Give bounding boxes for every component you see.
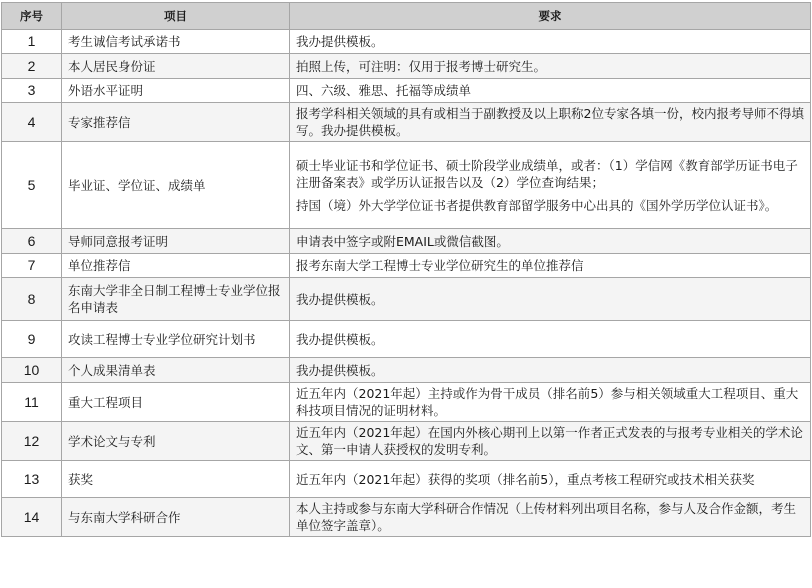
- row-requirement: [290, 254, 811, 278]
- header-item: 项目: [62, 3, 290, 30]
- row-requirement: [290, 321, 811, 358]
- row-item: 个人成果清单表: [62, 358, 290, 383]
- row-item: 与东南大学科研合作: [62, 498, 290, 537]
- row-number: 3: [2, 79, 62, 103]
- requirement-paragraph: 硕士毕业证书和学位证书、硕士阶段学业成绩单，或者：（1）学信网《教育部学历证书电子注册备案表》或学历认证报告以及（2）学位查询结果；: [296, 157, 798, 190]
- row-item: 本人居民身份证: [62, 54, 290, 79]
- row-number: 2: [2, 54, 62, 79]
- header-req: 要求: [290, 3, 811, 30]
- row-requirement: [290, 229, 811, 254]
- requirement-paragraph: 四、六级、雅思、托福等成绩单: [296, 83, 472, 98]
- table-row: [2, 321, 811, 358]
- row-item: 攻读工程博士专业学位研究计划书: [62, 321, 290, 358]
- requirement-paragraph: 本人主持或参与东南大学科研合作情况（上传材料列出项目名称，参与人及合作金额，考生单位签字盖章）。: [296, 501, 797, 533]
- requirement-paragraph: 报考东南大学工程博士专业学位研究生的单位推荐信: [296, 258, 584, 273]
- table-row: [2, 254, 811, 278]
- row-requirement: [290, 103, 811, 142]
- row-number: 6: [2, 229, 62, 254]
- row-requirement: [290, 54, 811, 79]
- requirement-paragraph: 我办提供模板。: [296, 291, 384, 307]
- row-requirement: [290, 358, 811, 383]
- row-item: 东南大学非全日制工程博士专业学位报名申请表: [62, 278, 290, 321]
- row-requirement: [290, 278, 811, 321]
- row-item: 考生诚信考试承诺书: [62, 30, 290, 54]
- table-row: [2, 30, 811, 54]
- requirement-paragraph: 近五年内（2021年起）获得的奖项（排名前5），重点考核工程研究或技术相关获奖: [296, 471, 755, 487]
- requirement-paragraph: 我办提供模板。: [296, 34, 384, 49]
- table-row: [2, 383, 811, 422]
- requirement-paragraph: 我办提供模板。: [296, 331, 384, 347]
- table-row: [2, 142, 811, 229]
- row-item: 重大工程项目: [62, 383, 290, 422]
- row-number: 9: [2, 321, 62, 358]
- row-requirement: [290, 498, 811, 537]
- row-number: 11: [2, 383, 62, 422]
- row-requirement: [290, 461, 811, 498]
- table-row: [2, 358, 811, 383]
- requirement-paragraph: 申请表中签字或附EMAIL或微信截图。: [296, 233, 509, 249]
- table-body: [2, 30, 811, 537]
- row-number: 14: [2, 498, 62, 537]
- row-requirement: [290, 383, 811, 422]
- requirement-paragraph: 报考学科相关领域的具有或相当于副教授及以上职称2位专家各填一份，校内报考导师不得填写。我办提供模板。: [296, 106, 804, 138]
- requirement-paragraph: 我办提供模板。: [296, 362, 384, 378]
- row-item: 毕业证、学位证、成绩单: [62, 142, 290, 229]
- row-number: 5: [2, 142, 62, 229]
- row-number: 13: [2, 461, 62, 498]
- row-item: 学术论文与专利: [62, 422, 290, 461]
- table-row: [2, 229, 811, 254]
- row-number: 7: [2, 254, 62, 278]
- header-num: 序号: [2, 3, 62, 30]
- row-number: 4: [2, 103, 62, 142]
- row-requirement: [290, 142, 811, 229]
- row-requirement: [290, 30, 811, 54]
- requirement-paragraph: 拍照上传，可注明：仅用于报考博士研究生。: [296, 58, 547, 74]
- table-row: [2, 498, 811, 537]
- requirement-paragraph: 近五年内（2021年起）主持或作为骨干成员（排名前5）参与相关领域重大工程项目、重大科技项目情况的证明材料。: [296, 386, 799, 418]
- row-number: 8: [2, 278, 62, 321]
- row-number: 12: [2, 422, 62, 461]
- table-row: [2, 79, 811, 103]
- row-requirement: [290, 79, 811, 103]
- requirement-paragraph: 持国（境）外大学学位证书者提供教育部留学服务中心出具的《国外学历学位认证书》。: [296, 197, 778, 213]
- row-requirement: [290, 422, 811, 461]
- row-number: 10: [2, 358, 62, 383]
- table-header-row: [2, 3, 811, 30]
- requirements-table: [1, 2, 811, 537]
- table-row: [2, 422, 811, 461]
- requirement-paragraph: 近五年内（2021年起）在国内外核心期刊上以第一作者正式发表的与报考专业相关的学术论文、第一申请人获授权的发明专利。: [296, 425, 803, 457]
- row-item: 单位推荐信: [62, 254, 290, 278]
- row-item: 导师同意报考证明: [62, 229, 290, 254]
- row-item: 获奖: [62, 461, 290, 498]
- row-number: 1: [2, 30, 62, 54]
- row-item: 专家推荐信: [62, 103, 290, 142]
- table-row: [2, 103, 811, 142]
- table-row: [2, 54, 811, 79]
- row-item: 外语水平证明: [62, 79, 290, 103]
- table-row: [2, 461, 811, 498]
- table-row: [2, 278, 811, 321]
